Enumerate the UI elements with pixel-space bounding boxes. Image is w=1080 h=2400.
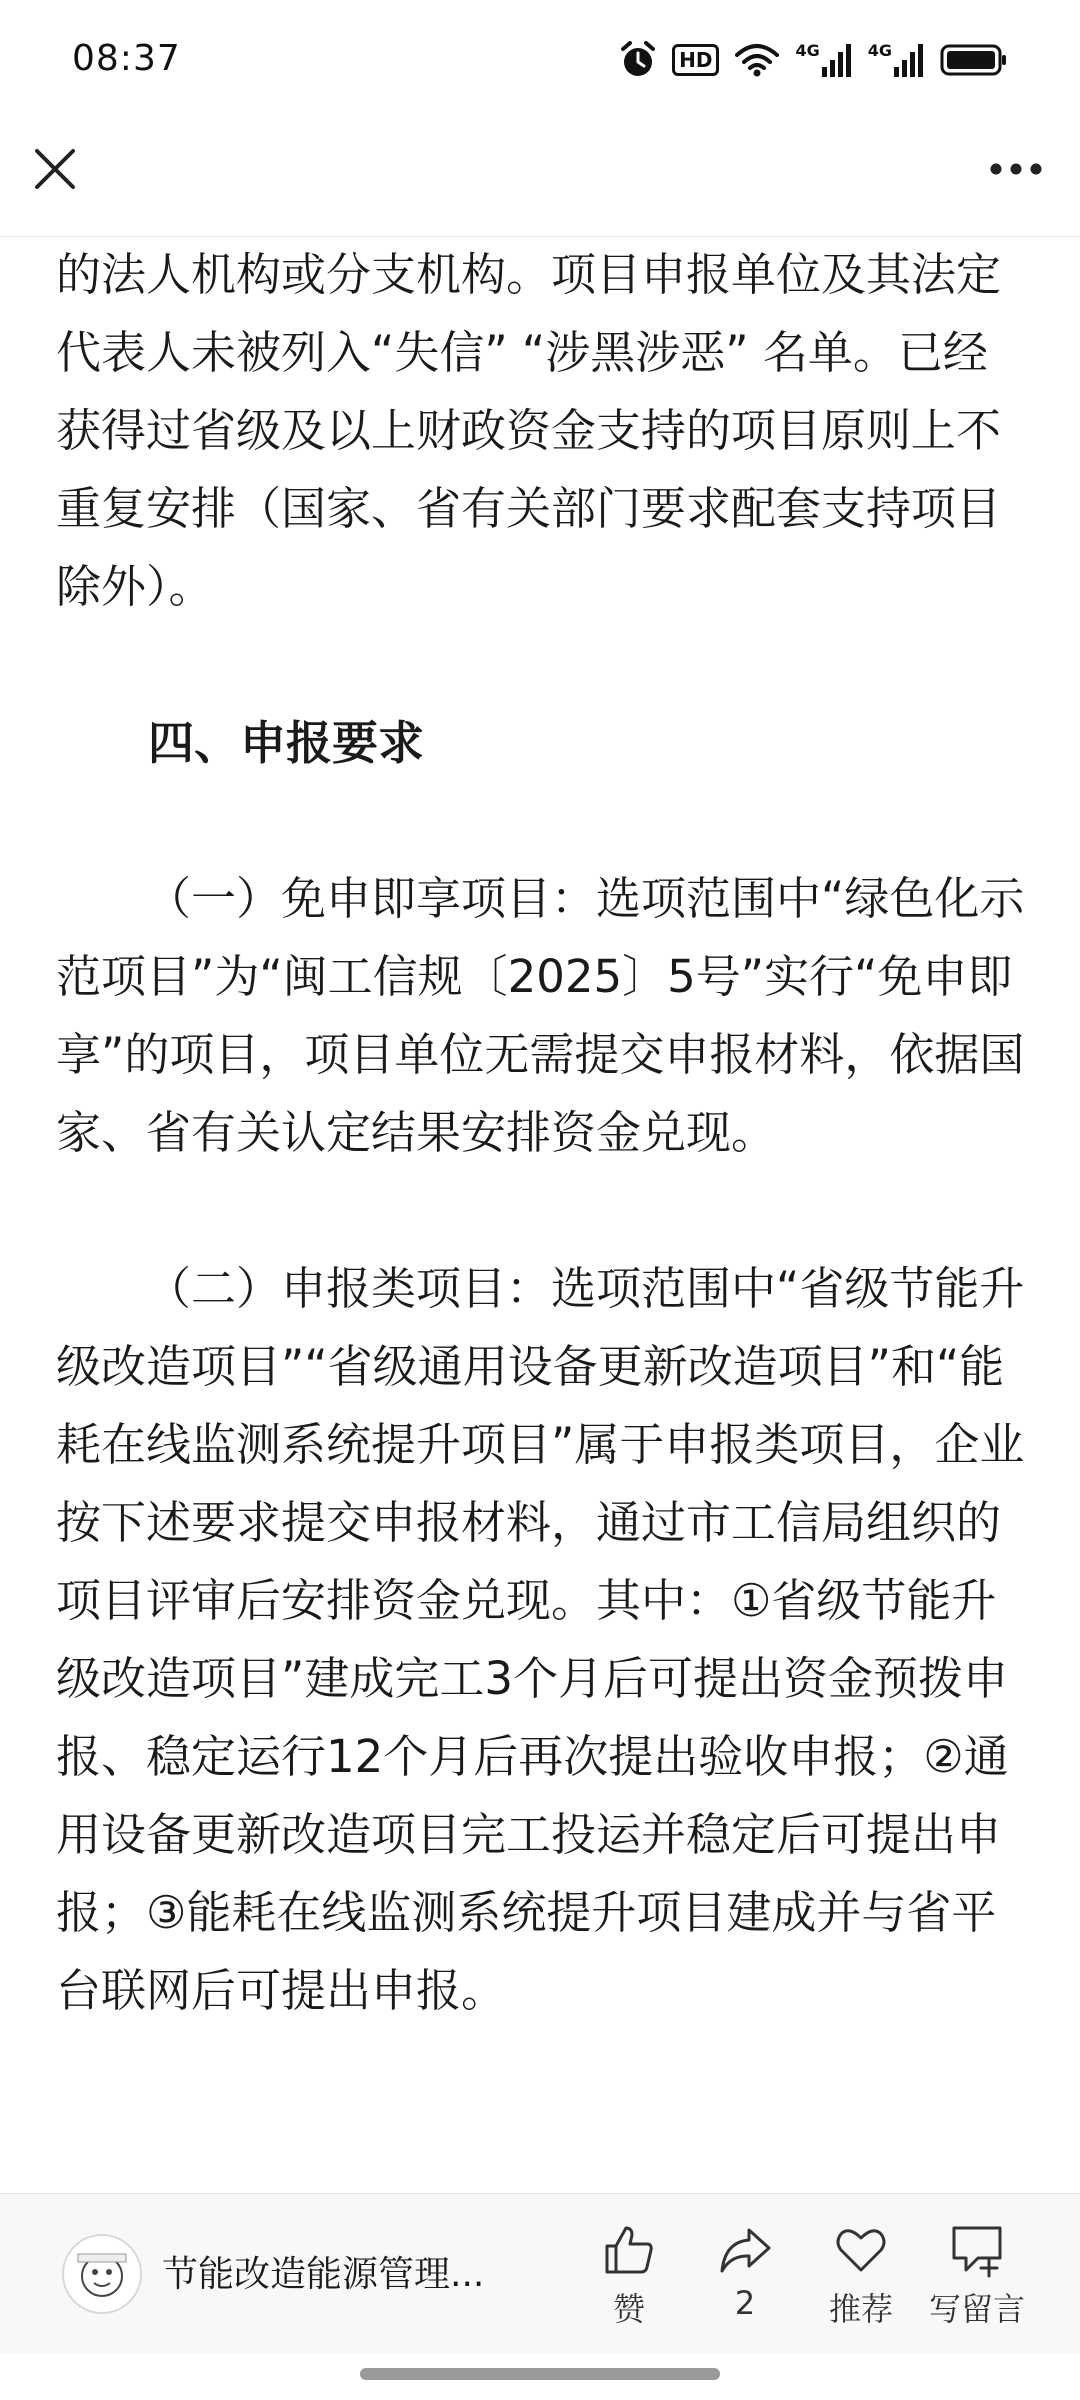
bottom-action-bar (0, 2193, 1080, 2354)
comment-label: 写留言 (928, 2290, 1025, 2328)
network-label: 4G (867, 40, 892, 60)
close-button[interactable] (28, 142, 82, 196)
avatar-icon (70, 2242, 134, 2306)
alarm-icon (620, 41, 656, 79)
article-paragraph: （二）申报类项目：选项范围中“省级节能升级改造项目”“省级通用设备更新改造项目”和“能耗在线监测系统提升项目”属于申报类项目，企业按下述要求提交申报材料，通过市工信局组织的项目评审后安排资金兑现。其中：①省级节能升级改造项目”建成完工3个月后可提出资金预拨申报、稳定运行12个月后再次提出验收申报；②通用设备更新改造项目完工投运并稳定后可提出申报；③能耗在线监测系统提升项目建成并与省平台联网后可提出申报。 (56, 1262, 1025, 2017)
wifi-icon (735, 43, 779, 77)
article-paragraph: 的法人机构或分支机构。项目申报单位及其法定代表人未被列入“失信” “涉黑涉恶” 名单。已经获得过省级及以上财政资金支持的项目原则上不重复安排（国家、省有关部门要求配套支持项目除外）。 (56, 248, 1002, 613)
share-button[interactable] (690, 2222, 800, 2332)
signal-4g-icon (867, 40, 924, 77)
status-icons (620, 38, 1008, 82)
close-icon (34, 148, 76, 190)
recommend-label: 推荐 (828, 2290, 893, 2328)
like-label: 赞 (612, 2290, 645, 2328)
more-horizontal-icon (989, 162, 1043, 176)
write-comment-button[interactable] (922, 2222, 1032, 2332)
more-button[interactable] (980, 142, 1052, 196)
share-icon (717, 2222, 773, 2278)
home-indicator[interactable] (360, 2368, 720, 2380)
top-nav (0, 120, 1080, 237)
thumbs-up-icon (601, 2222, 657, 2278)
status-time: 08:37 (72, 38, 181, 79)
account-name[interactable]: 节能改造能源管理... (162, 2254, 485, 2295)
hd-icon (672, 44, 719, 76)
recommend-button[interactable] (806, 2222, 916, 2332)
article-content (56, 236, 1031, 2190)
like-button[interactable] (574, 2222, 684, 2332)
article-paragraph: （一）免申即享项目：选项范围中“绿色化示范项目”为“闽工信规〔2025〕5号”实行“免申即享”的项目，项目单位无需提交申报材料，依据国家、省有关认定结果安排资金兑现。 (56, 872, 1025, 1159)
comment-add-icon (948, 2222, 1006, 2278)
hd-label: HD (672, 44, 719, 76)
heart-icon (833, 2222, 889, 2278)
status-bar (0, 0, 1080, 120)
signal-4g-icon (795, 40, 851, 77)
account-avatar[interactable] (62, 2234, 142, 2314)
network-label: 4G (795, 40, 820, 60)
share-count: 2 (734, 2284, 756, 2322)
section-heading: 四、申报要求 (148, 716, 424, 770)
battery-icon (940, 44, 1008, 76)
